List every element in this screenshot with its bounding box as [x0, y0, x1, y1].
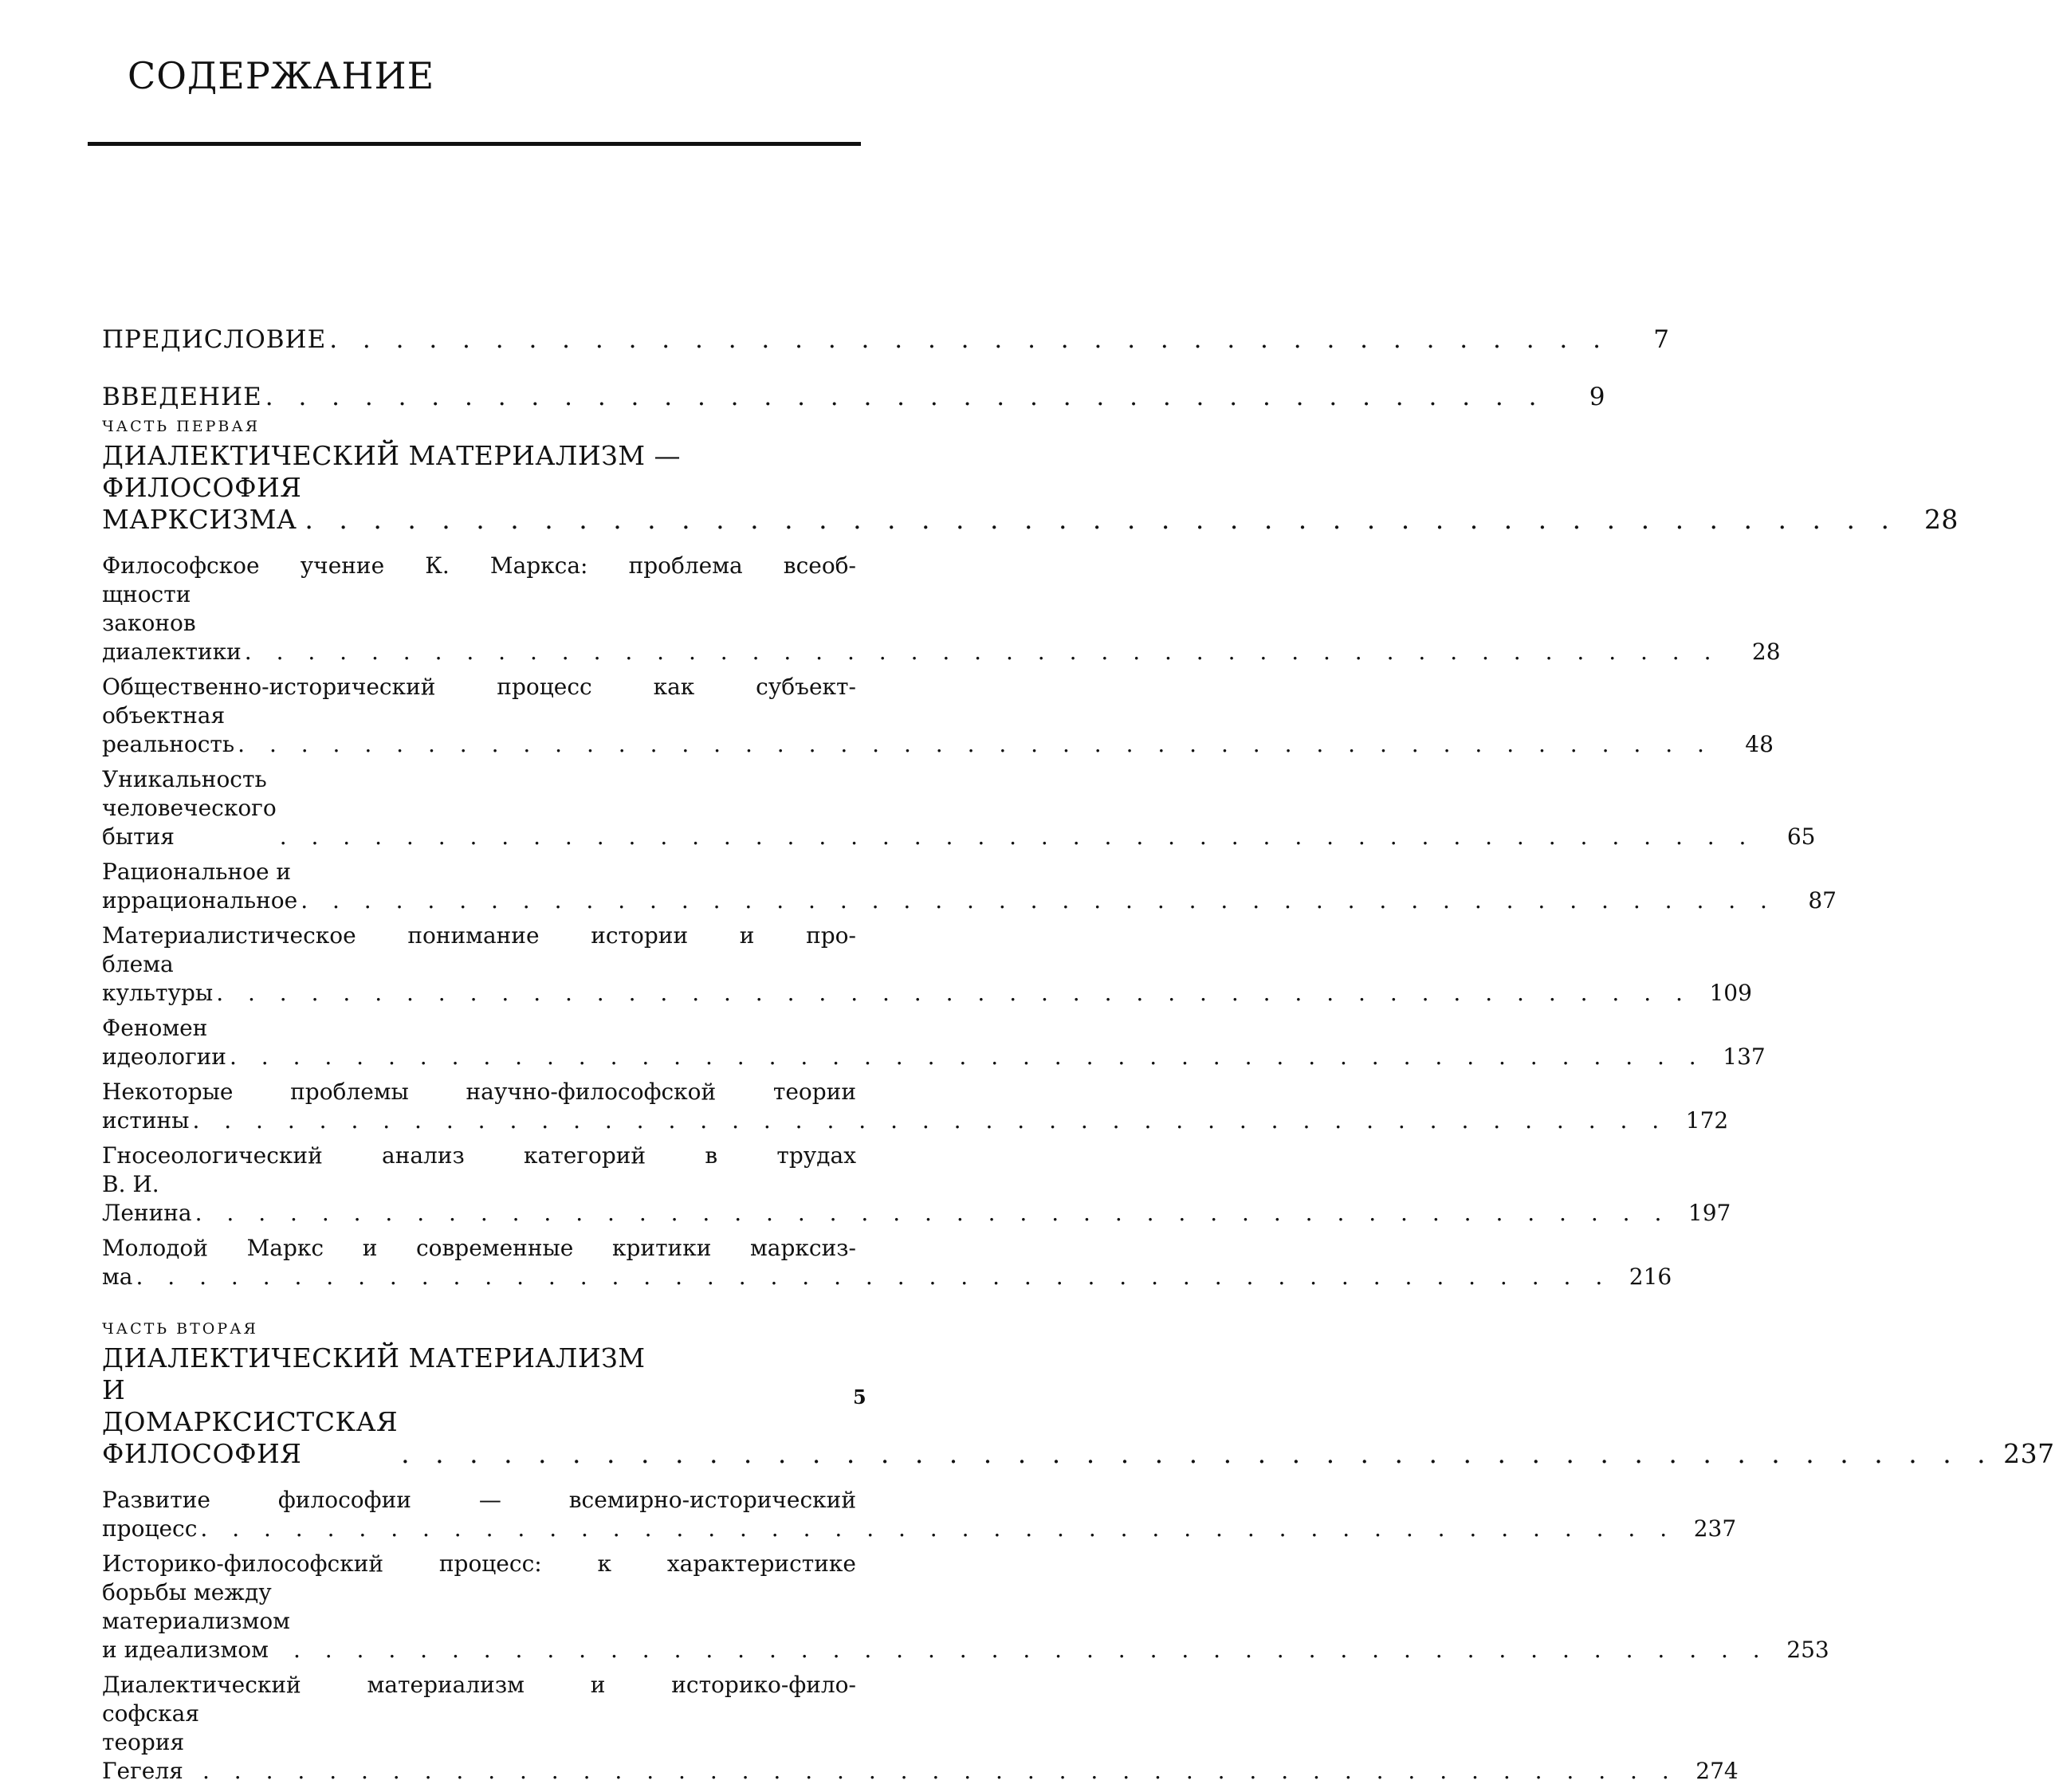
chapter-title-text: Рациональное и иррациональное	[102, 859, 298, 914]
part-heading	[102, 1342, 2055, 1470]
chapter-title-line2	[102, 1700, 1739, 1786]
chapter-list	[102, 1486, 1829, 1786]
part-heading	[102, 440, 1959, 536]
chapter-page: 197	[1688, 1200, 1731, 1226]
toc-chapter	[102, 1014, 1766, 1071]
chapter-title-line1: Философское учение К. Маркса: проблема всеоб-	[102, 552, 856, 579]
toc-entry-preface	[102, 297, 1670, 354]
chapter-title-line2	[102, 1578, 1829, 1664]
table-of-contents	[102, 297, 2055, 1792]
part-heading-text: ФИЛОСОФИЯ МАРКСИЗМА	[102, 472, 302, 535]
entry-page: 7	[1653, 325, 1670, 354]
part-heading-line2	[102, 472, 1959, 536]
toc-part	[102, 1320, 2055, 1786]
chapter-title-text: В. И. Ленина	[102, 1171, 192, 1226]
entry-page: 9	[1589, 383, 1606, 411]
toc-chapter	[102, 1142, 1731, 1228]
part-heading-line1: ДИАЛЕКТИЧЕСКИЙ МАТЕРИАЛИЗМ	[102, 1342, 646, 1373]
dot-leader: . . . . . . . . . . . . . . . . . . . . . . . . . . . . . . . . . . . . . . .	[265, 383, 1546, 411]
chapter-title-line1: Диалектический материализм и историко-фило-	[102, 1672, 856, 1698]
chapter-title-line2	[102, 1106, 1729, 1135]
chapter-title-line1: Некоторые проблемы научно-философской теории	[102, 1079, 856, 1105]
toc-chapter	[102, 673, 1774, 759]
part-label: ЧАСТЬ ВТОРАЯ	[102, 1320, 258, 1338]
chapter-title-line1: Материалистическое понимание истории и про-	[102, 922, 856, 949]
dot-leader: . . . . . . . . . . . . . . . . . . . . . . . . . . . . . . . . . . . . . . . . . . . . . . .	[238, 731, 1713, 757]
dot-leader: . . . . . . . . . . . . . . . . . . . . . . . . . . . . . . . . . . . . . . . . . . . . . . .	[401, 1438, 1994, 1469]
toc-chapter	[102, 552, 1781, 666]
entry-label: ВВЕДЕНИЕ	[102, 383, 262, 411]
toc-entry-intro	[102, 354, 1606, 411]
dot-leader: . . . . . . . . . . . . . . . . . . . . . . . . . . . . . . . . . . . . . . . . . . . . . . .	[229, 1043, 1705, 1070]
chapter-title-line2	[102, 1014, 1766, 1071]
part-page: 237	[2003, 1438, 2055, 1469]
chapter-title-line2	[102, 701, 1774, 759]
chapter-title-line2	[102, 580, 1781, 666]
dot-leader: . . . . . . . . . . . . . . . . . . . . . . . . . . . . . . . . . . . . . . . . . . . . . . .	[192, 1107, 1668, 1134]
chapter-title-text: Уникальность человеческого бытия	[102, 766, 277, 850]
dot-leader: . . . . . . . . . . . . . . . . . . . . . . . . . . . . . . . . . . . . . . .	[329, 325, 1609, 354]
chapter-title-text: объектная реальность	[102, 702, 235, 757]
chapter-list	[102, 552, 1837, 1291]
chapter-page: 274	[1695, 1758, 1739, 1784]
toc-part	[102, 418, 1959, 1291]
chapter-title-line1: Историко-философский процесс: к характеристике	[102, 1550, 856, 1577]
chapter-title-line2	[102, 858, 1837, 915]
chapter-page: 87	[1808, 887, 1837, 914]
chapter-page: 48	[1745, 731, 1774, 757]
dot-leader: . . . . . . . . . . . . . . . . . . . . . . . . . . . . . . . . . . . . . . . . . . . . . . .	[200, 1515, 1676, 1542]
chapter-page: 237	[1693, 1515, 1737, 1542]
chapter-page: 65	[1786, 823, 1816, 850]
toc-chapter	[102, 1486, 1737, 1543]
toc-chapter	[102, 1078, 1729, 1135]
chapter-title-line2	[102, 1515, 1737, 1543]
chapter-title-text: софская теория Гегеля	[102, 1700, 199, 1784]
chapter-page: 216	[1629, 1263, 1672, 1290]
chapter-page: 109	[1709, 980, 1752, 1006]
part-heading-text: И ДОМАРКСИСТСКАЯ ФИЛОСОФИЯ	[102, 1374, 399, 1469]
chapter-title-text: процесс	[102, 1515, 198, 1542]
dot-leader: . . . . . . . . . . . . . . . . . . . . . . . . . . . . . . . . . . . . . . . . . . . . . . .	[194, 1200, 1671, 1226]
dot-leader: . . . . . . . . . . . . . . . . . . . . . . . . . . . . . . . . . . . . . . . . . . . . . . .	[305, 504, 1898, 535]
chapter-title-line2	[102, 765, 1816, 851]
page-number: 5	[853, 1385, 866, 1409]
chapter-title-line1: Общественно-исторический процесс как субъект-	[102, 674, 856, 700]
page-title: СОДЕРЖАНИЕ	[128, 54, 435, 97]
chapter-page: 253	[1786, 1637, 1829, 1663]
chapter-title-text: блема культуры	[102, 951, 214, 1006]
part-heading-line1: ДИАЛЕКТИЧЕСКИЙ МАТЕРИАЛИЗМ —	[102, 440, 681, 471]
chapter-title-line1: Молодой Маркс и современные критики марксиз-	[102, 1235, 856, 1261]
chapter-page: 172	[1685, 1107, 1729, 1134]
part-heading-line2	[102, 1374, 2055, 1470]
entry-label: ПРЕДИСЛОВИЕ	[102, 325, 327, 354]
dot-leader: . . . . . . . . . . . . . . . . . . . . . . . . . . . . . . . . . . . . . . . . . . . . . . .	[279, 823, 1755, 850]
part-label: ЧАСТЬ ПЕРВАЯ	[102, 418, 261, 435]
chapter-title-line2	[102, 950, 1752, 1008]
chapter-title-line2	[102, 1263, 1672, 1291]
title-rule	[88, 142, 861, 146]
chapter-page: 137	[1723, 1043, 1766, 1070]
toc-chapter	[102, 1550, 1829, 1664]
dot-leader: . . . . . . . . . . . . . . . . . . . . . . . . . . . . . . . . . . . . . . . . . . . . . . .	[244, 639, 1720, 665]
parts-container	[102, 418, 2055, 1786]
toc-chapter	[102, 1234, 1672, 1291]
dot-leader: . . . . . . . . . . . . . . . . . . . . . . . . . . . . . . . . . . . . . . . . . . . . . . .	[202, 1758, 1678, 1784]
chapter-title-line2	[102, 1170, 1731, 1228]
chapter-title-text: истины	[102, 1107, 190, 1134]
chapter-title-text: Феномен идеологии	[102, 1015, 226, 1070]
part-page: 28	[1923, 504, 1959, 535]
dot-leader: . . . . . . . . . . . . . . . . . . . . . . . . . . . . . . . . . . . . . . . . . . . . . . .	[136, 1263, 1612, 1290]
toc-chapter	[102, 858, 1837, 915]
toc-chapter	[102, 765, 1816, 851]
chapter-title-text: щности законов диалектики	[102, 581, 242, 665]
dot-leader: . . . . . . . . . . . . . . . . . . . . . . . . . . . . . . . . . . . . . . . . . . . . . . .	[293, 1637, 1769, 1663]
toc-chapter	[102, 922, 1752, 1008]
chapter-title-text: ма	[102, 1263, 133, 1290]
chapter-title-line1: Гносеологический анализ категорий в трудах	[102, 1142, 856, 1169]
toc-chapter	[102, 1671, 1739, 1786]
dot-leader: . . . . . . . . . . . . . . . . . . . . . . . . . . . . . . . . . . . . . . . . . . . . . . .	[216, 980, 1692, 1006]
chapter-page: 28	[1751, 639, 1781, 665]
chapter-title-text: борьбы между материализмом и идеализмом	[102, 1579, 290, 1663]
chapter-title-line1: Развитие философии — всемирно-исторический	[102, 1487, 856, 1513]
dot-leader: . . . . . . . . . . . . . . . . . . . . . . . . . . . . . . . . . . . . . . . . . . . . . . .	[301, 887, 1776, 914]
